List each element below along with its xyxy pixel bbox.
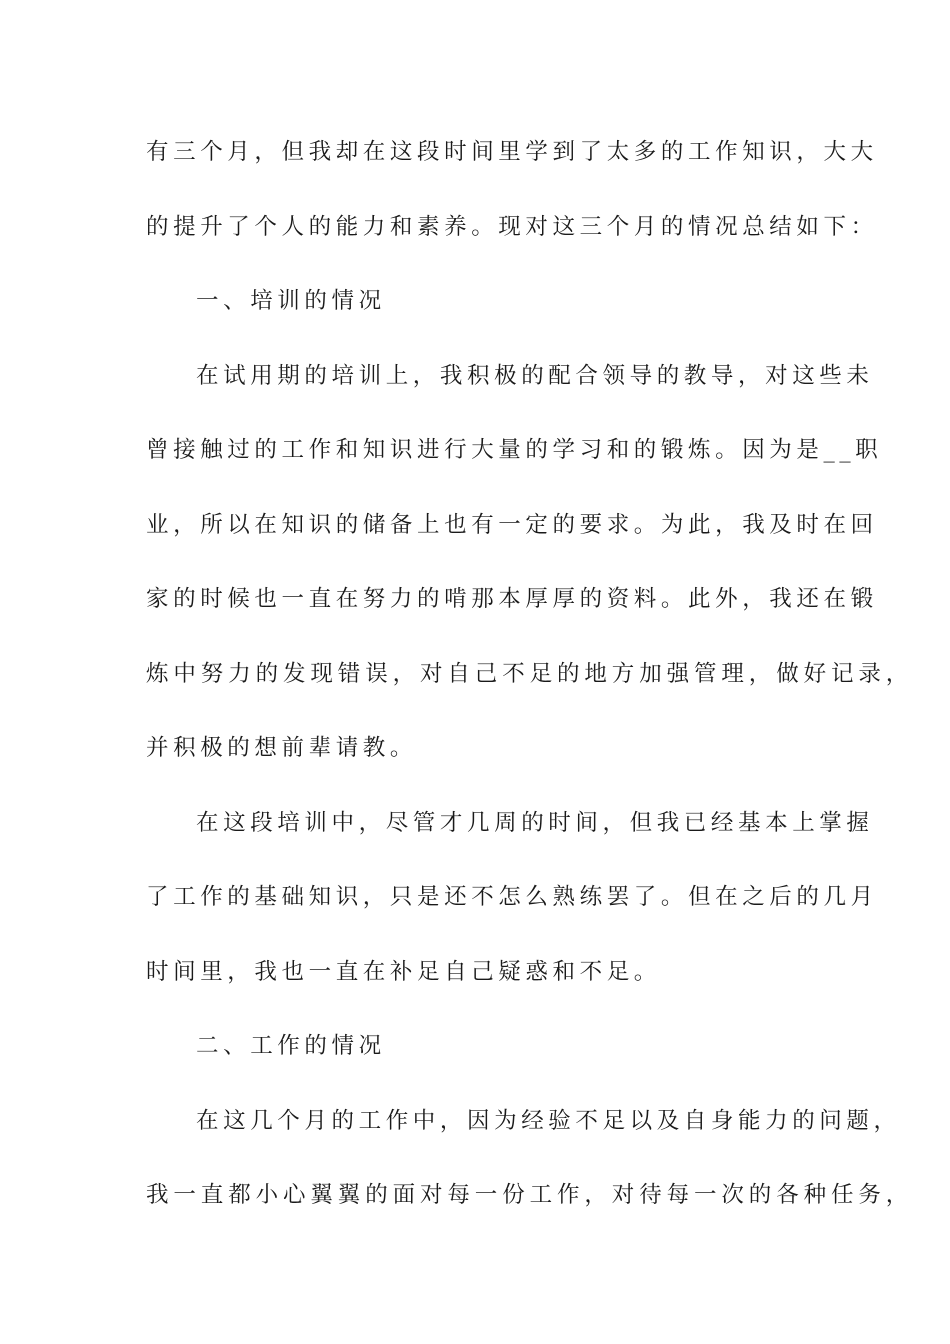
paragraph-line: 在试用期的培训上，我积极的配合领导的教导，对这些未: [196, 363, 874, 389]
paragraph-line: 并积极的想前辈请教。: [146, 735, 418, 761]
paragraph-line: 在这段培训中，尽管才几周的时间，但我已经基本上掌握: [196, 810, 874, 836]
paragraph-line: 曾接触过的工作和知识进行大量的学习和的锻炼。因为是__职: [146, 437, 883, 463]
paragraph-line: 在这几个月的工作中，因为经验不足以及自身能力的问题，: [196, 1108, 901, 1134]
paragraph-line: 炼中努力的发现错误，对自己不足的地方加强管理，做好记录，: [146, 661, 914, 687]
paragraph-line: 我一直都小心翼翼的面对每一份工作，对待每一次的各种任务，: [146, 1182, 914, 1208]
section-heading: 二、工作的情况: [196, 1033, 386, 1059]
paragraph-line: 业，所以在知识的储备上也有一定的要求。为此，我及时在回: [146, 512, 878, 538]
paragraph-line: 的提升了个人的能力和素养。现对这三个月的情况总结如下：: [146, 214, 878, 240]
paragraph-line: 有三个月，但我却在这段时间里学到了太多的工作知识，大大: [146, 139, 878, 165]
paragraph-line: 了工作的基础知识，只是还不怎么熟练罢了。但在之后的几月: [146, 884, 878, 910]
paragraph-line: 时间里，我也一直在补足自己疑惑和不足。: [146, 959, 661, 985]
paragraph-line: 家的时候也一直在努力的啃那本厚厚的资料。此外，我还在锻: [146, 586, 878, 612]
section-heading: 一、培训的情况: [196, 288, 386, 314]
